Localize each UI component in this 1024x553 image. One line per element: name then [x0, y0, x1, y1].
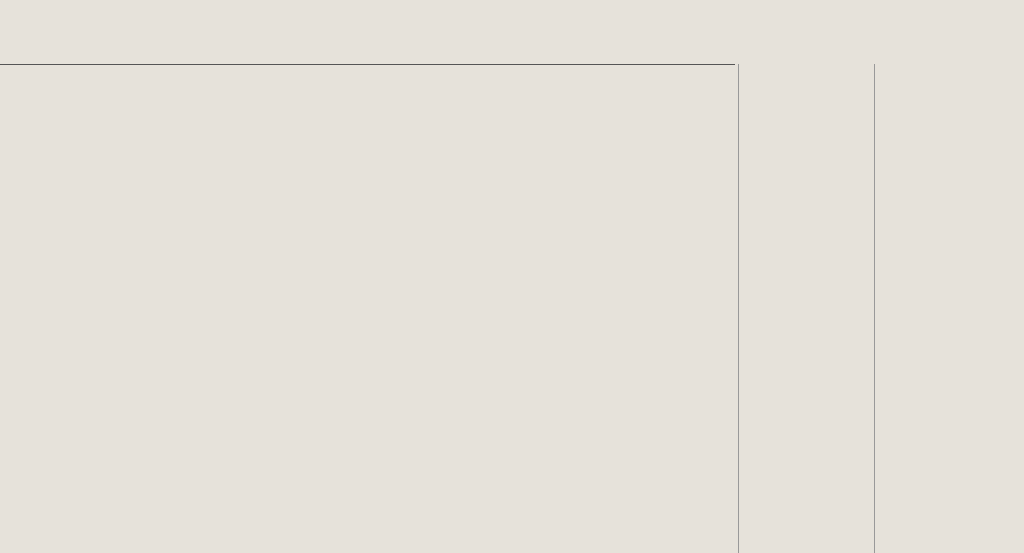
results-table-left — [742, 3, 870, 553]
column-divider — [874, 64, 875, 553]
column-divider — [738, 64, 739, 553]
headline-rule — [0, 64, 735, 65]
article-column-4 — [455, 104, 593, 553]
article-column-1 — [8, 104, 146, 553]
article-column-5 — [603, 104, 733, 553]
article-column-2 — [158, 121, 296, 553]
article-column-3 — [306, 121, 444, 553]
